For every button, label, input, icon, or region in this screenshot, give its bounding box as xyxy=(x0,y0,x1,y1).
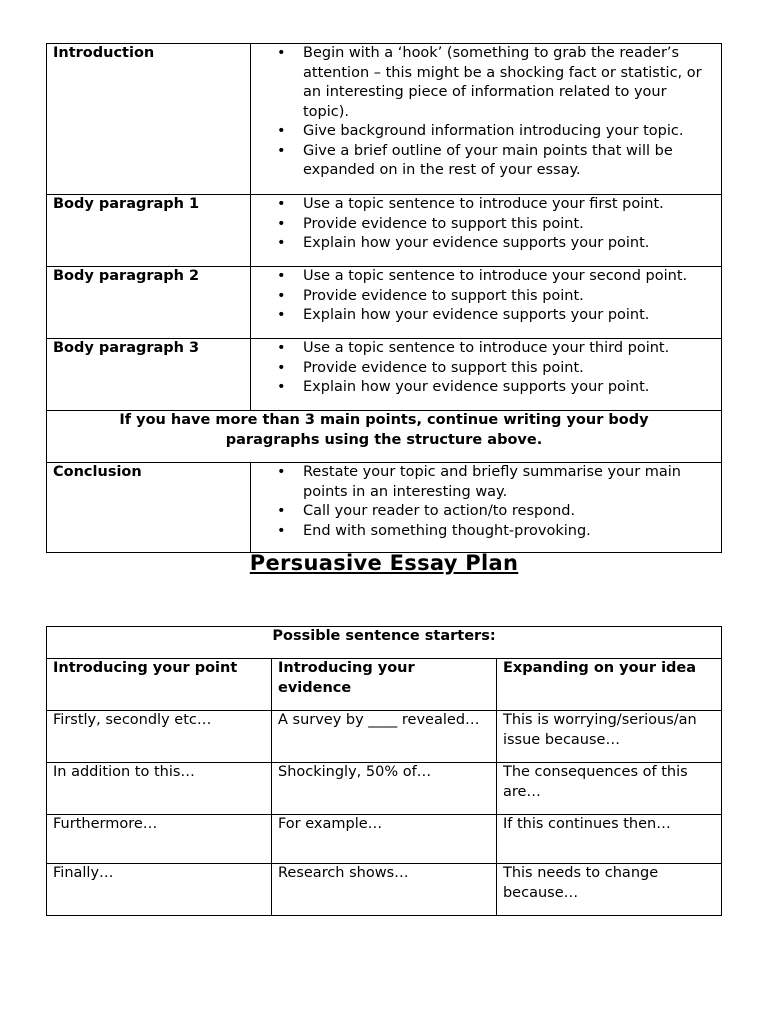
plan-label-introduction: Introduction xyxy=(47,44,251,195)
bullet-item: • Provide evidence to support this point. xyxy=(277,359,707,379)
table-cell: A survey by ____ revealed… xyxy=(271,711,496,763)
sentence-starters-table xyxy=(46,626,722,916)
plan-bullets-body-1 xyxy=(251,195,722,267)
column-header: Introducing your evidence xyxy=(271,659,496,711)
table-row xyxy=(47,763,722,815)
bullet-list xyxy=(251,44,721,181)
bullet-item: • Explain how your evidence supports your point. xyxy=(277,234,707,254)
table-cell: Furthermore… xyxy=(47,815,272,864)
bullet-item: • Explain how your evidence supports your point. xyxy=(277,306,707,326)
table-cell: Firstly, secondly etc… xyxy=(47,711,272,763)
bullet-item: • Use a topic sentence to introduce your second point. xyxy=(277,267,707,287)
bullet-item: • Explain how your evidence supports your point. xyxy=(277,378,707,398)
table-cell: If this continues then… xyxy=(496,815,721,864)
bullet-item: • Restate your topic and briefly summarise your main points in an interesting way. xyxy=(277,463,707,502)
plan-bullets-body-2 xyxy=(251,267,722,339)
plan-bullets-body-3 xyxy=(251,339,722,411)
essay-plan-table xyxy=(46,43,722,553)
plan-label-body-1: Body paragraph 1 xyxy=(47,195,251,267)
starters-header-row xyxy=(47,659,722,711)
table-cell: Research shows… xyxy=(271,864,496,916)
page-title: Persuasive Essay Plan xyxy=(249,551,519,575)
plan-label-conclusion: Conclusion xyxy=(47,463,251,553)
plan-row-conclusion xyxy=(47,463,722,553)
bullet-item: • Call your reader to action/to respond. xyxy=(277,502,707,522)
table-cell: In addition to this… xyxy=(47,763,272,815)
plan-label-body-2: Body paragraph 2 xyxy=(47,267,251,339)
plan-bullets-introduction xyxy=(251,44,722,195)
table-cell: This is worrying/serious/an issue because… xyxy=(496,711,721,763)
table-cell: The consequences of this are… xyxy=(496,763,721,815)
plan-note: If you have more than 3 main points, continue writing your body paragraphs using the structure above. xyxy=(47,411,722,463)
plan-row-body-2 xyxy=(47,267,722,339)
bullet-list xyxy=(251,339,721,398)
table-cell: This needs to change because… xyxy=(496,864,721,916)
bullet-item: • End with something thought-provoking. xyxy=(277,522,707,542)
starters-caption: Possible sentence starters: xyxy=(47,627,722,659)
column-header: Introducing your point xyxy=(47,659,272,711)
table-cell: Finally… xyxy=(47,864,272,916)
starters-caption-row xyxy=(47,627,722,659)
bullet-list xyxy=(251,463,721,541)
table-row xyxy=(47,815,722,864)
plan-row-body-3 xyxy=(47,339,722,411)
plan-label-body-3: Body paragraph 3 xyxy=(47,339,251,411)
column-header: Expanding on your idea xyxy=(496,659,721,711)
table-row xyxy=(47,864,722,916)
table-row xyxy=(47,711,722,763)
plan-row-introduction xyxy=(47,44,722,195)
bullet-item: • Provide evidence to support this point. xyxy=(277,215,707,235)
plan-bullets-conclusion xyxy=(251,463,722,553)
bullet-item: • Give a brief outline of your main points that will be expanded on in the rest of your essay. xyxy=(277,142,707,181)
table-cell: For example… xyxy=(271,815,496,864)
bullet-item: • Provide evidence to support this point. xyxy=(277,287,707,307)
plan-row-body-1 xyxy=(47,195,722,267)
bullet-item: • Begin with a ‘hook’ (something to grab the reader’s attention – this might be a shocking fact or statistic, or an interesting piece of information related to your topic). xyxy=(277,44,707,122)
table-cell: Shockingly, 50% of… xyxy=(271,763,496,815)
bullet-list xyxy=(251,267,721,326)
bullet-item: • Use a topic sentence to introduce your third point. xyxy=(277,339,707,359)
bullet-item: • Use a topic sentence to introduce your first point. xyxy=(277,195,707,215)
bullet-item: • Give background information introducing your topic. xyxy=(277,122,707,142)
bullet-list xyxy=(251,195,721,254)
plan-row-note xyxy=(47,411,722,463)
